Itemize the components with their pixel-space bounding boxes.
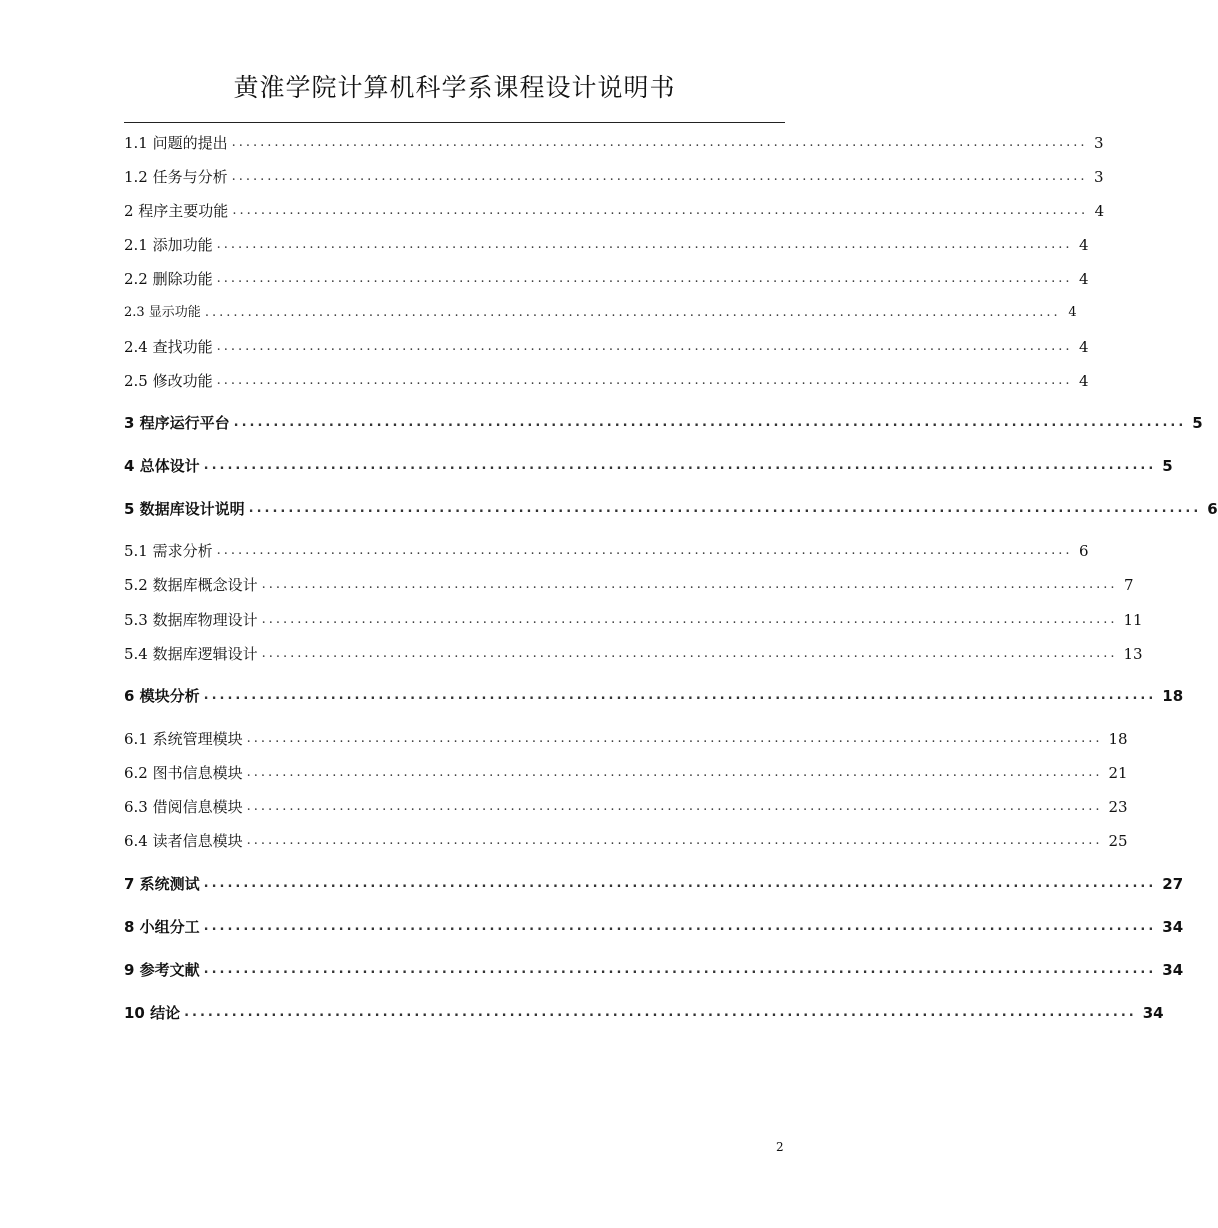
toc-entry[interactable] [124,300,1077,326]
toc-entry[interactable] [124,957,1184,983]
toc-entry-page: 5 [1192,414,1203,432]
toc-dot-leader: ........................................................................................................................ [231,169,1088,184]
toc-dot-leader: ........................................................................................................................ [261,612,1118,627]
toc-entry[interactable] [124,828,1128,854]
toc-entry-label: 3 程序运行平台 [124,414,230,432]
toc-entry[interactable] [124,914,1184,940]
toc-entry-page: 18 [1108,730,1128,748]
toc-entry[interactable] [124,683,1184,709]
toc-entry-page: 5 [1162,457,1173,475]
toc-dot-leader: ........................................................................................................................ [216,271,1073,286]
toc-entry[interactable] [124,607,1143,633]
toc-entry-label: 9 参考文献 [124,961,200,979]
toc-entry-page: 34 [1162,961,1184,979]
toc-entry[interactable] [124,232,1089,258]
toc-entry-page: 27 [1162,875,1184,893]
toc-dot-leader: ........................................................................................................................ [246,833,1103,848]
toc-entry-label: 6.2 图书信息模块 [124,764,243,782]
toc-entry[interactable] [124,130,1104,156]
page-number: 2 [776,1140,784,1154]
toc-entry-page: 34 [1142,1004,1164,1022]
toc-entry-label: 2 程序主要功能 [124,202,229,220]
toc-entry-page: 4 [1094,202,1105,220]
toc-entry-label: 8 小组分工 [124,918,200,936]
toc-entry-page: 4 [1078,372,1089,390]
toc-entry-page: 13 [1123,645,1143,663]
toc-entry-page: 3 [1093,134,1104,152]
toc-entry[interactable] [124,572,1134,598]
toc-entry[interactable] [124,726,1128,752]
toc-entry[interactable] [124,198,1105,224]
toc-dot-leader: ........................................................................................................................ [216,373,1073,388]
toc-entry[interactable] [124,266,1089,292]
toc-dot-leader: ........................................................................................................................ [203,458,1157,473]
toc-dot-leader: ........................................................................................................................ [184,1005,1137,1020]
toc-entry-page: 6 [1078,542,1089,560]
toc-entry[interactable] [124,1000,1164,1026]
toc-entry-page: 7 [1123,576,1134,594]
toc-entry[interactable] [124,496,1218,522]
toc-entry-label: 7 系统测试 [124,875,200,893]
toc-entry-label: 6.4 读者信息模块 [124,832,243,850]
toc-entry-label: 5.3 数据库物理设计 [124,611,258,629]
toc-entry-label: 2.3 显示功能 [124,305,201,320]
toc-entry-label: 2.1 添加功能 [124,236,213,254]
toc-dot-leader: ........................................................................................................................ [216,237,1073,252]
toc-dot-leader: ........................................................................................................................ [203,919,1157,934]
toc-dot-leader: ........................................................................................................................ [232,203,1089,218]
toc-dot-leader: ........................................................................................................................ [248,501,1202,516]
toc-entry[interactable] [124,410,1203,436]
toc-entry-page: 6 [1207,500,1218,518]
toc-dot-leader: ........................................................................................................................ [203,962,1157,977]
toc-dot-leader: ........................................................................................................................ [246,765,1103,780]
toc-entry[interactable] [124,760,1128,786]
toc-entry-page: 4 [1078,236,1089,254]
toc-entry-label: 2.2 删除功能 [124,270,213,288]
toc-dot-leader: ........................................................................................................................ [261,646,1118,661]
toc-entry-page: 34 [1162,918,1184,936]
toc-dot-leader: ........................................................................................................................ [261,577,1118,592]
toc-entry-label: 5 数据库设计说明 [124,500,245,518]
toc-entry-page: 21 [1108,764,1128,782]
toc-entry-page: 4 [1068,305,1077,320]
toc-entry[interactable] [124,164,1104,190]
toc-entry-label: 1.2 任务与分析 [124,168,228,186]
toc-entry-label: 6 模块分析 [124,687,200,705]
page-header-title: 黄淮学院计算机科学系课程设计说明书 [233,73,676,102]
toc-entry-label: 1.1 问题的提出 [124,134,228,152]
toc-dot-leader: ........................................................................................................................ [216,339,1073,354]
toc-entry-label: 6.3 借阅信息模块 [124,798,243,816]
toc-dot-leader: ........................................................................................................................ [216,543,1073,558]
toc-dot-leader: ........................................................................................................................ [231,135,1088,150]
toc-entry-page: 25 [1108,832,1128,850]
toc-dot-leader: ........................................................................................................................ [203,688,1157,703]
toc-entry-label: 2.5 修改功能 [124,372,213,390]
toc-dot-leader: ........................................................................................................................ [233,415,1187,430]
toc-entry[interactable] [124,794,1128,820]
toc-entry[interactable] [124,871,1184,897]
toc-entry-label: 5.1 需求分析 [124,542,213,560]
toc-dot-leader: ........................................................................................................................ [203,876,1157,891]
toc-entry-label: 5.2 数据库概念设计 [124,576,258,594]
toc-entry[interactable] [124,641,1143,667]
toc-entry-page: 18 [1162,687,1184,705]
toc-entry[interactable] [124,538,1089,564]
toc-entry-page: 4 [1078,270,1089,288]
toc-entry-page: 4 [1078,338,1089,356]
toc-entry-label: 2.4 查找功能 [124,338,213,356]
toc-entry-page: 11 [1123,611,1143,629]
toc-entry-label: 6.1 系统管理模块 [124,730,243,748]
toc-entry[interactable] [124,453,1173,479]
toc-entry[interactable] [124,334,1089,360]
toc-dot-leader: ........................................................................................................................ [246,731,1103,746]
toc-entry-page: 23 [1108,798,1128,816]
toc-entry-label: 5.4 数据库逻辑设计 [124,645,258,663]
toc-entry-page: 3 [1093,168,1104,186]
toc-entry-label: 10 结论 [124,1004,181,1022]
toc-entry-label: 4 总体设计 [124,457,200,475]
toc-entry[interactable] [124,368,1089,394]
toc-dot-leader: ........................................................................................................................ [204,305,1061,320]
toc-dot-leader: ........................................................................................................................ [246,799,1103,814]
header-divider [124,122,785,123]
